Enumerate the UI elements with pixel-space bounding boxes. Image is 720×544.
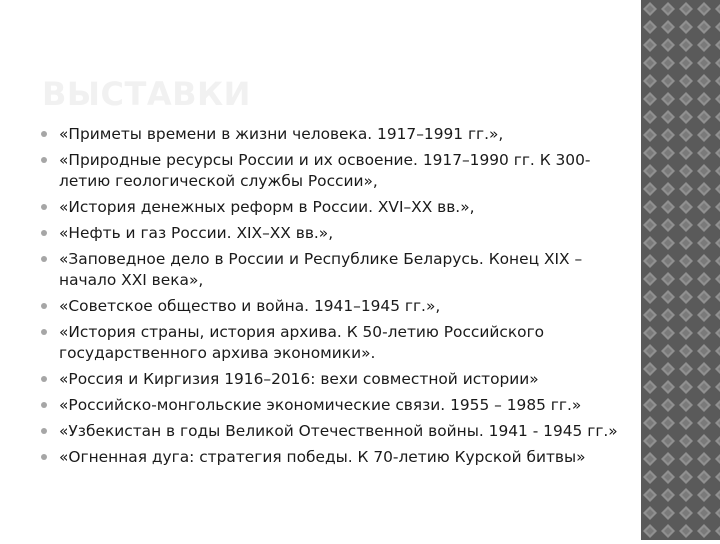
list-item-text: «История страны, история архива. К 50-летию Российского государственного архива экономики». [59, 323, 545, 362]
bullet-icon [40, 130, 48, 138]
list-item [38, 197, 630, 218]
list-item [38, 296, 630, 317]
bullet-icon [40, 401, 48, 409]
list-item [38, 421, 630, 442]
list-item-text: «Приметы времени в жизни человека. 1917–1991 гг.», [59, 125, 504, 143]
list-item-text: «История денежных реформ в России. XVI–XX вв.», [59, 198, 475, 216]
bullet-icon [40, 453, 48, 461]
list-item [38, 395, 630, 416]
list-item-text: «Узбекистан в годы Великой Отечественной войны. 1941 - 1945 гг.» [59, 422, 618, 440]
list-item [38, 223, 630, 244]
list-item [38, 124, 630, 145]
list-item-text: «Нефть и газ России. XIX–XX вв.», [59, 224, 334, 242]
list-item-text: «Россия и Киргизия 1916–2016: вехи совместной истории» [59, 370, 539, 388]
list-item-text: «Природные ресурсы России и их освоение. 1917–1990 гг. К 300-летию геологической службы России», [59, 151, 591, 190]
list-item [38, 249, 630, 291]
list-item [38, 322, 630, 364]
list-item [38, 369, 630, 390]
bullet-icon [40, 255, 48, 263]
bullet-icon [40, 302, 48, 310]
list-item-text: «Огненная дуга: стратегия победы. К 70-летию Курской битвы» [59, 448, 586, 466]
list-item-text: «Заповедное дело в России и Республике Беларусь. Конец XIX – начало XXI века», [59, 250, 583, 289]
bullet-icon [40, 328, 48, 336]
slide-title: ВЫСТАВКИ [42, 75, 251, 113]
bullet-icon [40, 203, 48, 211]
bullet-icon [40, 229, 48, 237]
list-item-text: «Российско-монгольские экономические связи. 1955 – 1985 гг.» [59, 396, 582, 414]
slide-content [38, 124, 630, 473]
bullet-icon [40, 375, 48, 383]
bullet-icon [40, 156, 48, 164]
decorative-side-pattern [641, 0, 720, 540]
list-item [38, 150, 630, 192]
exhibitions-list [38, 124, 630, 468]
list-item-text: «Советское общество и война. 1941–1945 гг.», [59, 297, 441, 315]
bullet-icon [40, 427, 48, 435]
list-item [38, 447, 630, 468]
